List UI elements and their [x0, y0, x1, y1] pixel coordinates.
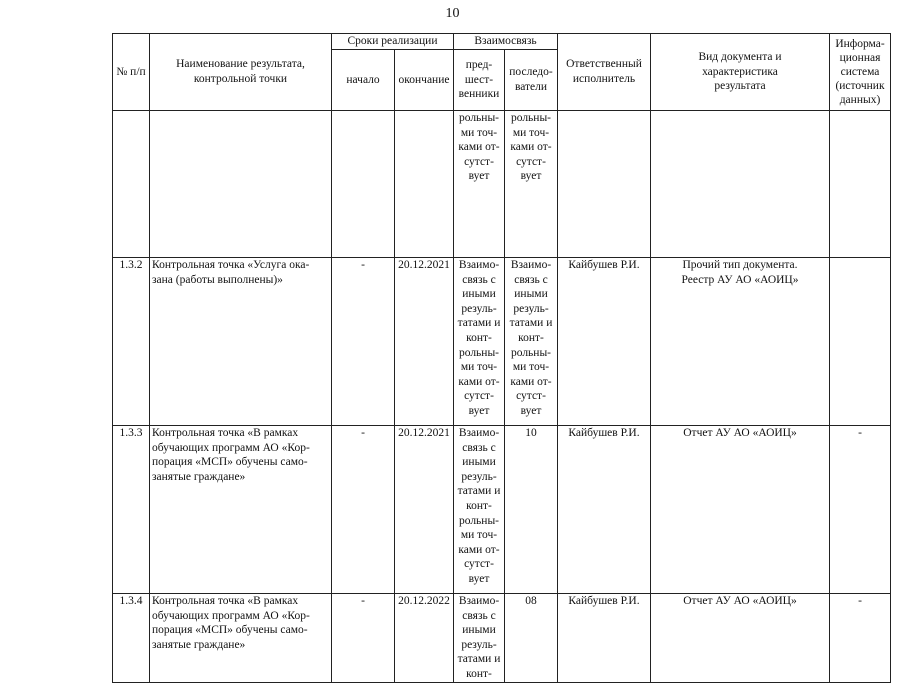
- cell-doc: Прочий тип документа. Реестр АУ АО «АОИЦ»: [651, 258, 830, 426]
- cell-successors: 08: [505, 594, 558, 683]
- header-start: начало: [332, 50, 395, 111]
- cell-num: 1.3.2: [113, 258, 150, 426]
- cell-predecessors: Взаимо- связь с иными резуль- татами и конт- рольны- ми точ- ками от- сутст- вует: [454, 426, 505, 594]
- cell-end: 20.12.2021: [395, 258, 454, 426]
- cell-info: -: [830, 594, 891, 683]
- header-doc-type: Вид документа и характеристика результата: [651, 34, 830, 111]
- cell-responsible: Кайбушев Р.И.: [558, 426, 651, 594]
- cell-start: [332, 111, 395, 258]
- cell-responsible: Кайбушев Р.И.: [558, 258, 651, 426]
- cell-info: [830, 258, 891, 426]
- plan-table: [112, 33, 891, 683]
- cell-successors: Взаимо- связь с иными резуль- татами и конт- рольны- ми точ- ками от- сутст- вует: [505, 258, 558, 426]
- cell-end: [395, 111, 454, 258]
- cell-doc: [651, 111, 830, 258]
- header-predecessors: пред- шест- венники: [454, 50, 505, 111]
- cell-responsible: [558, 111, 651, 258]
- header-info-system: Информа- ционная система (источник данных): [830, 34, 891, 111]
- cell-end: 20.12.2021: [395, 426, 454, 594]
- table-row: [113, 258, 891, 426]
- cell-start: -: [332, 258, 395, 426]
- cell-predecessors: Взаимо- связь с иными резуль- татами и конт-: [454, 594, 505, 683]
- header-relation: Взаимосвязь: [454, 34, 558, 50]
- header-name: Наименование результата, контрольной точки: [150, 34, 332, 111]
- cell-successors: 10: [505, 426, 558, 594]
- table-row: [113, 111, 891, 258]
- cell-num: 1.3.3: [113, 426, 150, 594]
- cell-successors: рольны- ми точ- ками от- сутст- вует: [505, 111, 558, 258]
- cell-num: 1.3.4: [113, 594, 150, 683]
- table-row: [113, 426, 891, 594]
- cell-name: Контрольная точка «В рамках обучающих программ АО «Кор- порация «МСП» обучены само- занятые граждане»: [150, 426, 332, 594]
- cell-doc: Отчет АУ АО «АОИЦ»: [651, 594, 830, 683]
- cell-responsible: Кайбушев Р.И.: [558, 594, 651, 683]
- cell-start: -: [332, 426, 395, 594]
- cell-doc: Отчет АУ АО «АОИЦ»: [651, 426, 830, 594]
- cell-end: 20.12.2022: [395, 594, 454, 683]
- cell-predecessors: рольны- ми точ- ками от- сутст- вует: [454, 111, 505, 258]
- cell-name: [150, 111, 332, 258]
- header-terms: Сроки реализации: [332, 34, 454, 50]
- cell-info: [830, 111, 891, 258]
- header-responsible: Ответственный исполнитель: [558, 34, 651, 111]
- cell-name: Контрольная точка «В рамках обучающих программ АО «Кор- порация «МСП» обучены само- занятые граждане»: [150, 594, 332, 683]
- cell-name: Контрольная точка «Услуга ока- зана (работы выполнены)»: [150, 258, 332, 426]
- page-number: 10: [445, 6, 460, 21]
- cell-info: -: [830, 426, 891, 594]
- header-num: № п/п: [113, 34, 150, 111]
- cell-num: [113, 111, 150, 258]
- header-successors: последо- ватели: [505, 50, 558, 111]
- table-row: [113, 594, 891, 683]
- cell-predecessors: Взаимо- связь с иными резуль- татами и конт- рольны- ми точ- ками от- сутст- вует: [454, 258, 505, 426]
- cell-start: -: [332, 594, 395, 683]
- header-end: окончание: [395, 50, 454, 111]
